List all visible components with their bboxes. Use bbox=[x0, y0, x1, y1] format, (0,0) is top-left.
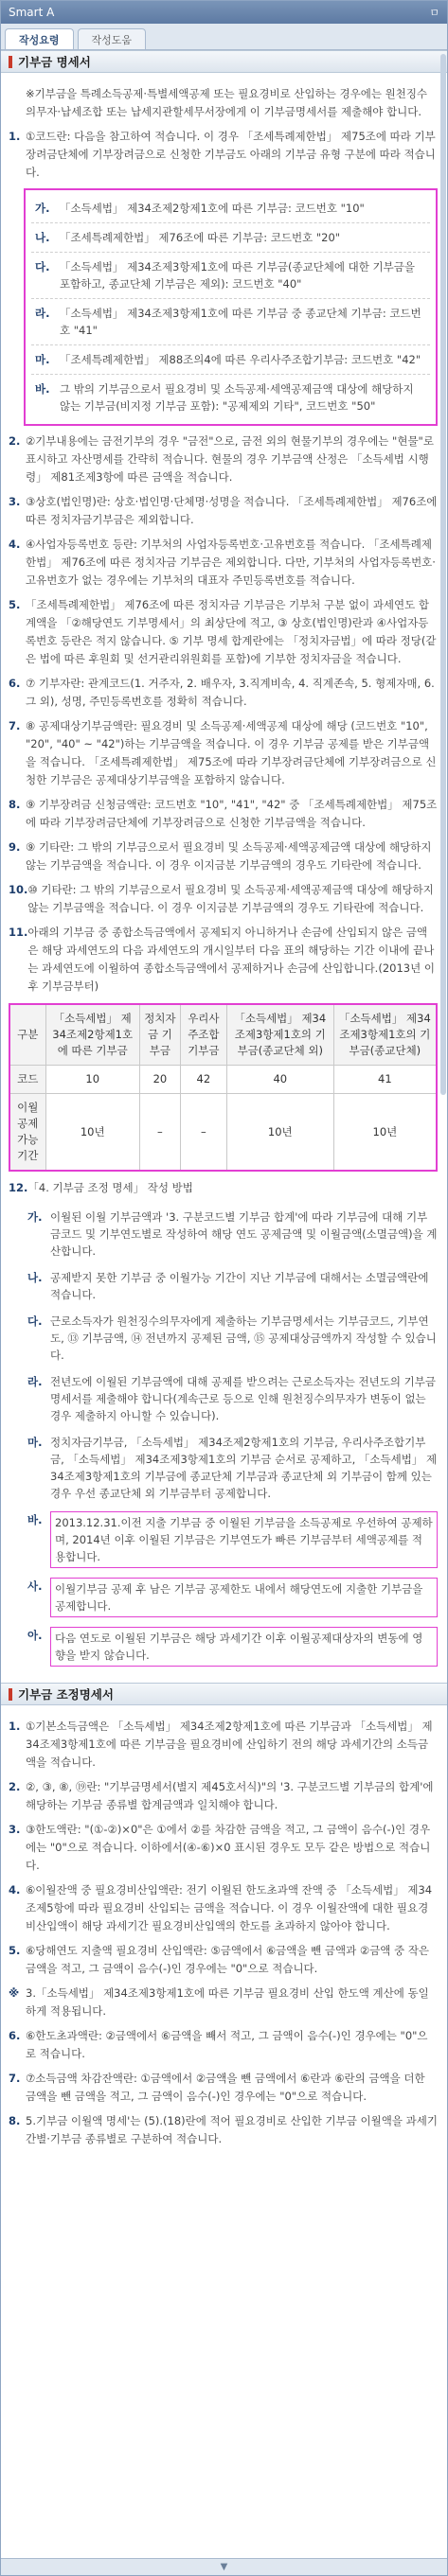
item-text: 「4. 기부금 조정 명세」 작성 방법 bbox=[27, 1181, 193, 1194]
sub-item-highlighted bbox=[27, 1507, 438, 1573]
sub-letter: 바. bbox=[27, 1513, 43, 1526]
item-number: 1. bbox=[9, 130, 21, 143]
item-text: ⑦소득금액 차감잔액란: ①금액에서 ②금액을 뺀 금액에서 ⑥란과 ⑥란의 금액을 더한 금액을 뺀 금액을 적고, 그 금액이 음수(-)인 경우에는 "0"으로 적습니다. bbox=[26, 2072, 425, 2103]
item-number: 12. bbox=[9, 1181, 28, 1194]
item-text: ②기부내용에는 금전기부의 경우 "금전"으로, 금전 외의 현물기부의 경우에는 "현물"로 표시하고 자산명세를 간략히 적습니다. 현물의 경우 기부금액 산정은 「소득세법 시행령」 제81조제3항에 따른 금액을 적습니다. bbox=[26, 434, 434, 484]
sub-letter: 다. bbox=[27, 1314, 43, 1328]
item-number: 11. bbox=[9, 926, 28, 939]
table-cell: 10년 bbox=[226, 1094, 333, 1172]
content-area bbox=[1, 50, 447, 2558]
section-title: 기부금 조정명세서 bbox=[18, 1687, 114, 1702]
item-text: ④사업자등록번호 등란: 기부처의 사업자등록번호·고유번호를 적습니다. 「조세특례제한법」 제76조에 따른 정치자금 기부금은 제외합니다. 다만, 기부처의 사업자등록번호·고유번호가 없는 경우에는 기부처의 대표자 주민등록번호를 적습니다. bbox=[26, 538, 436, 587]
table-header-cell: 「소득세법」 제34조제3항제1호의 기부금(종교단체) bbox=[333, 1004, 437, 1066]
item-text: 5.기부금 이월액 명세'는 (5).(18)란에 적어 필요경비로 산입한 기부금 이월액을 과세기간별·기부금 종류별로 구분하여 적습니다. bbox=[26, 2114, 438, 2145]
item-number: 6. bbox=[9, 677, 21, 690]
item-text: ⑥이월잔액 중 필요경비산입액란: 전기 이월된 한도초과액 잔액 중 「소득세법」 제34조제5항에 따라 필요경비 산입되는 금액을 적습니다. 이 경우 이월잔액에 대한 필요경비산입액이 해당 과세기간 필요경비산입액의 한도를 초과하지 않아야 합니다. bbox=[26, 1883, 433, 1932]
table-cell: 코드 bbox=[9, 1066, 45, 1094]
table-header-cell: 우리사주조합기부금 bbox=[180, 1004, 226, 1066]
list-item bbox=[9, 1881, 438, 1935]
item-number: 5. bbox=[9, 1944, 21, 1957]
item-text: ③한도액란: "(①-②)×0"은 ①에서 ②를 차감한 금액을 적고, 그 금액이 음수(-)인 경우에는 "0"으로 적습니다. 이하에서(④-⑥)×0 표시된 경우도 모두 같은 방법으로 적습니다. bbox=[26, 1823, 431, 1872]
section-body bbox=[1, 1705, 447, 2162]
sub-text: 정치자금기부금, 「소득세법」 제34조제2항제1호의 기부금, 우리사주조합기부금, 「소득세법」 제34조제3항제1호의 기부금 순서로 공제하고, 「소득세법」 제34조제3항제1호의 기부금에 종교단체 기부금과 종교단체 외 기부금이 함께 있는 경우 우선 종교단체 외 기부금부터 공제합니다. bbox=[50, 1436, 438, 1500]
code-text: 「조세특례제한법」 제76조에 따른 기부금: 코드번호 "20" bbox=[60, 231, 341, 244]
table-header-cell: 구분 bbox=[9, 1004, 45, 1066]
sub-item bbox=[27, 1264, 438, 1308]
code-letter: 마. bbox=[35, 353, 50, 366]
section-marker-icon bbox=[9, 56, 12, 68]
item-text: ③상호(법인명)란: 상호·법인명·단체명·성명을 적습니다. 「조세특례제한법」 제76조에 따른 정치자금기부금은 제외합니다. bbox=[26, 495, 438, 526]
sub-letter: 라. bbox=[27, 1375, 43, 1388]
item-text: ⑩ 기타란: 그 밖의 기부금으로서 필요경비 및 소득공제·세액공제금액 대상에 해당하지 않는 기부금액을 적습니다. 이 경우 이지금분 기부금액의 경우도 기타란에 적습니다. bbox=[27, 883, 434, 914]
sub-item bbox=[27, 1204, 438, 1264]
item-number: 2. bbox=[9, 1780, 21, 1793]
table-row bbox=[9, 1094, 437, 1172]
list-item bbox=[9, 1985, 438, 2020]
table-cell: 10년 bbox=[45, 1094, 139, 1172]
sub-text: 전년도에 이월된 기부금액에 대해 공제를 받으려는 근로소득자는 전년도의 기부금명세서를 제출해야 합니다(계속근로 등으로 인해 원천징수의무자가 변동이 없는 경우 제출하지 아니할 수 있습니다). bbox=[50, 1375, 436, 1422]
item-number: 8. bbox=[9, 2114, 21, 2127]
section-header-adjustment-statement[interactable] bbox=[1, 1683, 447, 1705]
item-number: 8. bbox=[9, 798, 21, 811]
table-header-row bbox=[9, 1004, 437, 1066]
sub-item bbox=[27, 1308, 438, 1368]
list-item bbox=[9, 1179, 438, 1197]
table-cell: 41 bbox=[333, 1066, 437, 1094]
sub-text: 다음 연도로 이월된 기부금은 해당 과세기간 이후 이월공제대상자의 변동에 영향을 받지 않습니다. bbox=[50, 1627, 438, 1667]
pin-icon[interactable]: ㅁ bbox=[429, 7, 439, 19]
item-text: ⑨ 기타란: 그 밖의 기부금으로서 필요경비 및 소득공제·세액공제금액 대상에 해당하지 않는 기부금액을 적습니다. 이 경우 이지금분 기부금액의 경우도 기타란에 적습니다. bbox=[26, 840, 432, 872]
window-title: Smart A bbox=[9, 6, 55, 19]
item-text: 아래의 기부금 중 종합소득금액에서 공제되지 아니하거나 손금에 산입되지 않은 금액은 해당 과세연도의 다음 과세연도의 개시일부터 다음 표의 해당하는 기간 이내에 끝나는 과세연도에 이월하여 종합소득금액에서 공제하거나 손금에 산입합니다.(2013년 이후 기부금부터) bbox=[27, 926, 435, 993]
code-list-highlight bbox=[24, 188, 438, 426]
code-item bbox=[31, 253, 430, 299]
code-item bbox=[31, 345, 430, 375]
section-body bbox=[1, 73, 447, 1683]
sub-letter: 가. bbox=[27, 1210, 43, 1224]
section-title: 기부금 명세서 bbox=[18, 55, 91, 69]
sub-text: 공제받지 못한 기부금 중 이월가능 기간이 지난 기부금에 대해서는 소멸금액란에 적습니다. bbox=[50, 1271, 429, 1301]
code-letter: 다. bbox=[35, 260, 50, 273]
sub-letter: 나. bbox=[27, 1271, 43, 1284]
table-header-cell: 정치자금 기부금 bbox=[139, 1004, 180, 1066]
list-item bbox=[9, 1821, 438, 1875]
item-text: ※기부금을 특례소득공제·특별세액공제 또는 필요경비로 산입하는 경우에는 원천징수의무자·납세조합 또는 납세지관할세무서장에게 이 기부금명세서를 제출해야 합니다. bbox=[26, 87, 428, 118]
item-number: 7. bbox=[9, 2072, 21, 2085]
list-item bbox=[9, 596, 438, 668]
item-number: 4. bbox=[9, 1883, 21, 1897]
list-item bbox=[9, 838, 438, 874]
list-item bbox=[9, 717, 438, 789]
carryover-code-table bbox=[9, 1003, 438, 1172]
list-item bbox=[9, 1778, 438, 1814]
table-cell: 10년 bbox=[333, 1094, 437, 1172]
table-cell: 이월공제 가능기간 bbox=[9, 1094, 45, 1172]
list-item bbox=[9, 493, 438, 529]
item-number: 10. bbox=[9, 883, 28, 896]
item-number: 6. bbox=[9, 2029, 21, 2042]
table-cell: – bbox=[180, 1094, 226, 1172]
item-text: ②, ③, ⑧, ⑲란: "기부금명세서(별지 제45호서식)"의 '3. 구분코드별 기부금의 합계'에 해당하는 기부금 종류별 합계금액과 일치해야 합니다. bbox=[26, 1780, 434, 1811]
section-header-donation-statement[interactable] bbox=[1, 50, 447, 73]
list-item bbox=[9, 796, 438, 832]
table-cell: – bbox=[139, 1094, 180, 1172]
item-text: ⑨ 기부장려금 신청금액란: 코드번호 "10", "41", "42" 중 「조세특례제한법」 제75조에 따라 기부장려금단체에 기부장려금으로 신청한 기부금액을 적습니다. bbox=[26, 798, 438, 829]
item-number bbox=[9, 85, 26, 121]
list-item bbox=[9, 1718, 438, 1772]
tab-guide[interactable]: 작성요령 bbox=[5, 28, 74, 49]
list-item bbox=[9, 432, 438, 486]
sub-text: 근로소득자가 원천징수의무자에게 제출하는 기부금명세서는 기부금코드, 기부연도, ⑬ 기부금액, ⑭ 전년까지 공제된 금액, ⑮ 공제대상금액까지 작성할 수 있습니다. bbox=[50, 1314, 437, 1362]
code-letter: 나. bbox=[35, 231, 50, 244]
item-number: 1. bbox=[9, 1720, 21, 1733]
item-text: ⑥당해연도 지출액 필요경비 산입액란: ⑤금액에서 ⑥금액을 뺀 금액과 ②금액 중 작은 금액을 적고, 그 금액이 음수(-)인 경우에는 "0"으로 적습니다. bbox=[26, 1944, 430, 1975]
code-text: 「소득세법」 제34조제3항제1호에 따른 기부금 중 종교단체 기부금: 코드번호 "41" bbox=[60, 307, 421, 337]
list-item bbox=[9, 1942, 438, 1978]
tab-bar bbox=[1, 24, 447, 50]
sub-list bbox=[27, 1204, 438, 1671]
sub-item bbox=[27, 1429, 438, 1507]
item-text: ⑧ 공제대상기부금액란: 필요경비 및 소득공제·세액공제 대상에 해당 (코드번호 "10", "20", "40" ~ "42")하는 기부금액을 적습니다. 이 경우 기부금 공제를 받은 기부금액을 적습니다. 「조세특례제한법」 제75조에 따라 기부장려금단체에 기부장려금으로 신청한 기부금은 공제대상기부금액을 포함하지 않습니다. bbox=[26, 719, 437, 786]
list-item bbox=[9, 2027, 438, 2063]
code-item bbox=[31, 375, 430, 420]
table-cell: 20 bbox=[139, 1066, 180, 1094]
item-number: 5. bbox=[9, 598, 21, 611]
sub-item-highlighted bbox=[27, 1573, 438, 1622]
table-cell: 10 bbox=[45, 1066, 139, 1094]
item-text: ①기본소득금액은 「소득세법」 제34조제2항제1호에 따른 기부금과 「소득세법」 제34조제3항제1호에 따른 기부금을 필요경비에 산입하기 전의 해당 과세기간의 소득금액을 적습니다. bbox=[26, 1720, 433, 1769]
table-cell: 40 bbox=[226, 1066, 333, 1094]
code-item bbox=[31, 194, 430, 223]
code-text: 「조세특례제한법」 제88조의4에 따른 우리사주조합기부금: 코드번호 "42" bbox=[60, 353, 421, 366]
list-item bbox=[9, 881, 438, 917]
sub-item bbox=[27, 1368, 438, 1429]
code-letter: 가. bbox=[35, 202, 50, 215]
title-bar bbox=[1, 1, 447, 24]
list-item bbox=[9, 924, 438, 996]
code-item bbox=[31, 223, 430, 253]
item-number: 2. bbox=[9, 434, 21, 448]
item-text: ⑦ 기부자란: 관계코드(1. 거주자, 2. 배우자, 3.직계비속, 4. 직계존속, 5. 형제자매, 6. 그 외), 성명, 주민등록번호를 정확히 적습니다. bbox=[26, 677, 435, 708]
item-text: ⑥한도초과액란: ②금액에서 ⑥금액을 빼서 적고, 그 금액이 음수(-)인 경우에는 "0"으로 적습니다. bbox=[26, 2029, 428, 2060]
list-item bbox=[9, 536, 438, 590]
code-letter: 바. bbox=[35, 382, 50, 396]
item-number: 3. bbox=[9, 1823, 21, 1836]
sub-item-highlighted bbox=[27, 1622, 438, 1671]
sub-text: 이월된 이월 기부금액과 '3. 구분코드별 기부금 합계'에 따라 기부금에 대해 기부금코드 및 기부연도별로 작성하여 해당 연도 공제금액 및 이월금액(소멸금액)을 계산합니다. bbox=[50, 1210, 438, 1258]
code-text: 「소득세법」 제34조제3항제1호에 따른 기부금(종교단체에 대한 기부금을 포함하고, 종교단체 기부금은 제외): 코드번호 "40" bbox=[60, 260, 415, 291]
list-item bbox=[9, 128, 438, 182]
list-item bbox=[9, 675, 438, 711]
item-number: 3. bbox=[9, 495, 21, 508]
sub-text: 2013.12.31.이전 지출 기부금 중 이월된 기부금을 소득공제로 우선하여 공제하며, 2014년 이후 이월된 기부금은 기부연도가 빠른 기부금부터 세액공제를 적용합니다. bbox=[50, 1511, 438, 1568]
table-header-cell: 「소득세법」 제34조제2항제1호에 따른 기부금 bbox=[45, 1004, 139, 1066]
item-text: 「조세특례제한법」 제76조에 따른 정치자금 기부금은 기부처 구분 없이 과세연도 합계액을 「②해당연도 기부명세서」의 최상단에 적고, ③ 상호(법인명)란과 ④사업자등록번호 등란은 적지 않습니다. ⑤ 기부 명세 합계란에는 「정치자금법」에 따라 정당(같은 법에 따른 후원회 및 선거관리위원회를 포함)에 기부한 정치자금을 적습니다. bbox=[26, 598, 437, 665]
list-item bbox=[9, 2112, 438, 2148]
tab-help[interactable]: 작성도움 bbox=[78, 28, 147, 49]
sub-letter: 사. bbox=[27, 1579, 43, 1593]
code-text: 「소득세법」 제34조제2항제1호에 따른 기부금: 코드번호 "10" bbox=[60, 202, 365, 215]
code-item bbox=[31, 299, 430, 345]
section-marker-icon bbox=[9, 1688, 12, 1701]
sub-text: 이월기부금 공제 후 남은 기부금 공제한도 내에서 해당연도에 지출한 기부금을 공제합니다. bbox=[50, 1578, 438, 1617]
list-item bbox=[9, 2070, 438, 2106]
item-text: ①코드란: 다음을 참고하여 적습니다. 이 경우 「조세특례제한법」 제75조에 따라 기부장려금단체에 기부장려금으로 신청한 기부금도 아래의 기부금 유형 구분에 따라 적습니다. bbox=[26, 130, 436, 179]
item-number: 4. bbox=[9, 538, 21, 551]
table-row bbox=[9, 1066, 437, 1094]
code-text: 그 밖의 기부금으로서 필요경비 및 소득공제·세액공제금액 대상에 해당하지 않는 기부금(비지정 기부금 포함): "공제제외 기타", 코드번호 "50" bbox=[60, 382, 414, 413]
sub-letter: 아. bbox=[27, 1629, 43, 1642]
code-letter: 라. bbox=[35, 307, 50, 320]
scroll-down-button[interactable] bbox=[1, 2558, 447, 2575]
item-number: ※ bbox=[9, 1986, 20, 2000]
list-item bbox=[9, 85, 438, 121]
chevron-down-icon: ▼ bbox=[220, 2562, 228, 2572]
sub-letter: 마. bbox=[27, 1436, 43, 1449]
item-number: 7. bbox=[9, 719, 21, 732]
table-cell: 42 bbox=[180, 1066, 226, 1094]
scrollbar-thumb[interactable] bbox=[440, 54, 446, 1095]
table-header-cell: 「소득세법」 제34조제3항제1호의 기부금(종교단체 외) bbox=[226, 1004, 333, 1066]
item-text: 3.「소득세법」 제34조제3항제1호에 따른 기부금 필요경비 산입 한도액 계산에 동일하게 적용됩니다. bbox=[26, 1986, 429, 2018]
item-number: 9. bbox=[9, 840, 21, 854]
